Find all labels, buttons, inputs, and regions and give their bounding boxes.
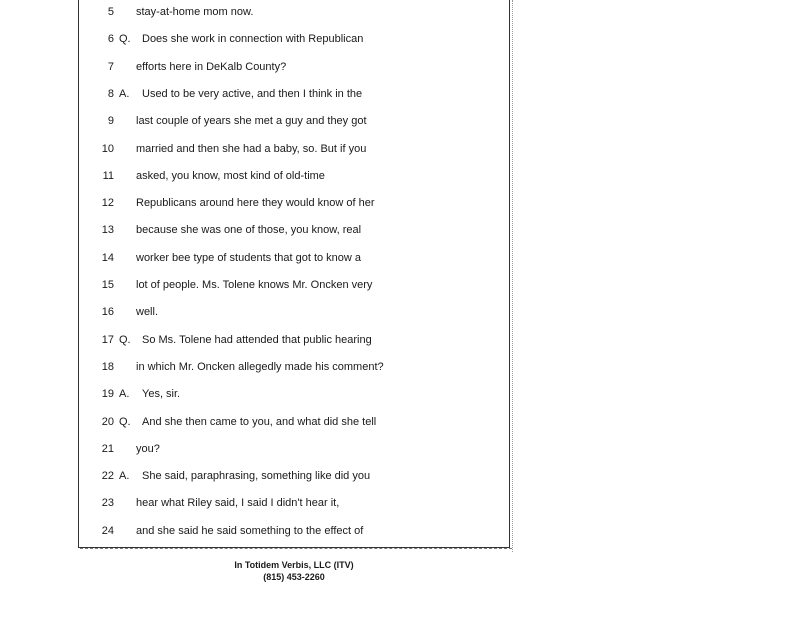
line-number: 12 [101, 197, 114, 210]
transcript-line [78, 139, 510, 159]
line-number: 10 [101, 142, 114, 155]
line-number: 21 [101, 442, 114, 455]
line-number: 22 [101, 470, 114, 483]
line-number: 8 [107, 87, 114, 100]
line-text: you? [136, 442, 160, 455]
speaker-mark: A. [119, 470, 130, 483]
line-number: 9 [107, 115, 114, 128]
line-text: worker bee type of students that got to know a [136, 251, 362, 264]
line-number: 19 [101, 388, 114, 401]
transcript-line [78, 220, 510, 240]
line-number: 7 [107, 60, 114, 73]
line-text: because she was one of those, you know, real [136, 224, 362, 237]
line-number: 24 [101, 524, 114, 537]
transcript-line [78, 2, 510, 22]
line-text: last couple of years she met a guy and they got [136, 115, 367, 128]
line-text: stay-at-home mom now. [136, 6, 254, 18]
transcript-line [78, 439, 510, 459]
line-text: Yes, sir. [142, 388, 181, 401]
transcript-line [78, 302, 510, 322]
transcript-line [78, 466, 510, 486]
speaker-mark: A. [119, 388, 130, 401]
transcript-line [78, 493, 510, 513]
line-text: in which Mr. Oncken allegedly made his comment? [136, 360, 384, 373]
line-text: And she then came to you, and what did she tell [142, 415, 377, 428]
line-text: hear what Riley said, I said I didn't hear it, [136, 497, 340, 510]
speaker-mark: Q. [119, 333, 131, 346]
line-text: married and then she had a baby, so. But if you [136, 142, 367, 155]
line-number: 16 [101, 306, 114, 319]
line-text: So Ms. Tolene had attended that public hearing [142, 333, 372, 346]
line-text: Used to be very active, and then I think in the [142, 87, 363, 100]
speaker-mark: A. [119, 87, 130, 100]
transcript-line [78, 193, 510, 213]
line-text: She said, paraphrasing, something like did you [142, 470, 371, 483]
transcript-line [78, 357, 510, 377]
transcript-line [78, 166, 510, 186]
transcript-line [78, 57, 510, 77]
transcript-line [78, 412, 510, 432]
line-number: 11 [102, 169, 114, 182]
line-text: efforts here in DeKalb County? [136, 60, 287, 73]
footer-phone: (815) 453-2260 [263, 572, 325, 582]
line-number: 5 [107, 6, 114, 18]
line-number: 13 [101, 224, 114, 237]
line-text: asked, you know, most kind of old-time [136, 169, 325, 182]
transcript-line [78, 275, 510, 295]
speaker-mark: Q. [119, 33, 131, 46]
transcript-line [78, 84, 510, 104]
transcript-line [78, 521, 510, 541]
scan-edge-bottom [80, 548, 512, 553]
transcript-line [78, 111, 510, 131]
line-number: 6 [107, 33, 114, 46]
line-number: 14 [101, 251, 114, 264]
line-number: 23 [101, 497, 114, 510]
transcript-line [78, 384, 510, 404]
line-number: 20 [101, 415, 114, 428]
line-text: Does she work in connection with Republican [142, 33, 364, 46]
line-text: lot of people. Ms. Tolene knows Mr. Oncken very [136, 279, 373, 291]
transcript-line [78, 29, 510, 49]
line-number: 18 [101, 360, 114, 373]
footer-company: In Totidem Verbis, LLC (ITV) [234, 560, 354, 570]
speaker-mark: Q. [119, 415, 131, 428]
scan-edge-right [512, 0, 519, 552]
line-number: 15 [101, 279, 114, 291]
line-text: Republicans around here they would know of her [136, 197, 375, 210]
line-text: well. [136, 306, 159, 319]
line-text: and she said he said something to the effect of [136, 524, 364, 537]
transcript-line [78, 330, 510, 350]
transcript-line [78, 248, 510, 268]
line-number: 17 [101, 333, 114, 346]
